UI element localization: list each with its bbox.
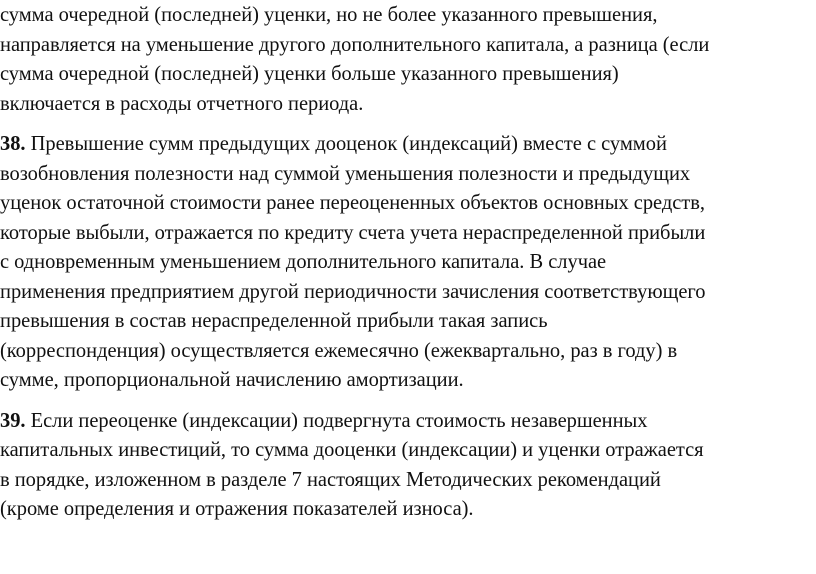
text-line: возобновления полезности над суммой уменьшения полезности и предыдущих	[0, 162, 691, 185]
text-line	[0, 407, 812, 437]
text-line	[0, 130, 812, 160]
text-line: превышения в состав нераспределенной прибыли такая запись	[0, 310, 548, 332]
text-line: сумма очередной (последней) уценки, но не более указанного превышения,	[0, 4, 658, 26]
text-line: сумма очередной (последней) уценки больше указанного превышения)	[0, 63, 619, 85]
paragraph-number: 38.	[0, 133, 26, 155]
text-line: уценок остаточной стоимости ранее переоцененных объектов основных средств,	[0, 192, 705, 214]
paragraph-37-tail	[0, 0, 816, 119]
paragraph-first-line: Если переоценке (индексации) подвергнута стоимость незавершенных	[25, 409, 648, 432]
text-line: с одновременным уменьшением дополнительного капитала. В случае	[0, 251, 607, 273]
text-line: применения предприятием другой периодичности зачисления соответствующего	[0, 280, 706, 303]
text-line: включается в расходы отчетного периода.	[0, 92, 364, 115]
paragraph-first-line: Превышение сумм предыдущих дооценок (индексаций) вместе с суммой	[25, 133, 667, 155]
text-line: капитальных инвестиций, то сумма дооценки (индексации) и уценки отражается	[0, 439, 704, 461]
paragraph-spacer	[0, 396, 816, 407]
paragraph-39	[0, 407, 816, 525]
paragraph-number: 39.	[0, 409, 26, 432]
text-line: (корреспонденция) осуществляется ежемесячно (ежеквартально, раз в году) в	[0, 339, 678, 362]
paragraph-spacer	[0, 119, 816, 130]
text-line: сумме, пропорциональной начислению амортизации.	[0, 369, 464, 391]
paragraph-38	[0, 130, 816, 396]
text-line: направляется на уменьшение другого дополнительного капитала, а разница (если	[0, 33, 710, 56]
text-line: (кроме определения и отражения показателей износа).	[0, 498, 474, 520]
text-line: которые выбыли, отражается по кредиту счета учета нераспределенной прибыли	[0, 221, 706, 244]
text-line: в порядке, изложенном в разделе 7 настоящих Методических рекомендаций	[0, 468, 661, 491]
